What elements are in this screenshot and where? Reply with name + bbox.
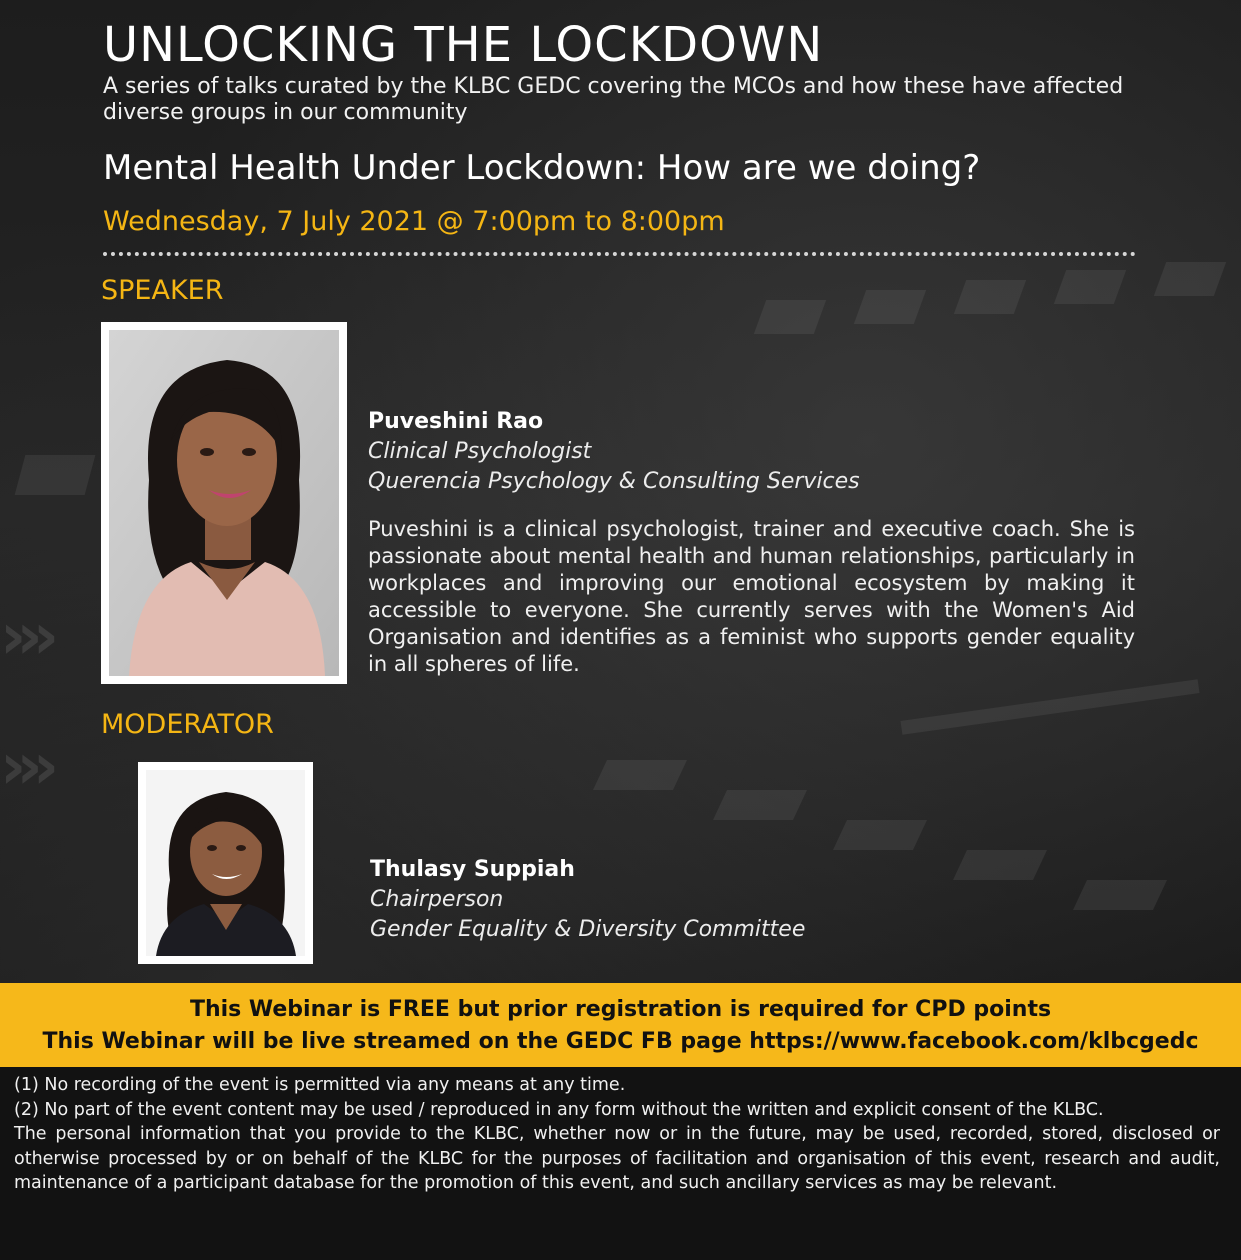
tread-mark <box>1154 262 1226 296</box>
moderator-role: Chairperson <box>370 887 504 912</box>
speaker-portrait <box>109 330 339 676</box>
speaker-organisation: Querencia Psychology & Consulting Services <box>368 469 860 494</box>
talk-title: Mental Health Under Lockdown: How are we doing? <box>103 148 981 188</box>
disclaimer-notes <box>14 1073 1220 1196</box>
moderator-portrait <box>146 770 305 956</box>
speaker-portrait-illustration <box>109 330 339 676</box>
tread-mark <box>1054 270 1126 304</box>
moderator-heading: MODERATOR <box>101 709 274 740</box>
tread-mark <box>713 790 807 820</box>
livestream-note: This Webinar will be live streamed on the GEDC FB page https://www.facebook.com/klbcgedc <box>42 1029 1199 1054</box>
moderator-portrait-illustration <box>146 770 305 956</box>
event-date: Wednesday, 7 July 2021 @ 7:00pm to 8:00pm <box>103 206 725 237</box>
tread-mark <box>754 300 826 334</box>
privacy-notice: The personal information that you provide to the KLBC, whether now or in the future, may be used, recorded, stored, disclosed or otherwise processed by or on behalf of the KLBC for the purposes of facilitation and organisation of this event, research and audit, maintenance of a participant database for the promotion of this event, and such ancillary services as may be relevant. <box>14 1124 1220 1193</box>
tread-mark <box>833 820 927 850</box>
disclaimer-footer <box>0 1067 1241 1260</box>
moderator-organisation: Gender Equality & Diversity Committee <box>370 917 806 942</box>
speaker-role: Clinical Psychologist <box>368 439 592 464</box>
tread-mark <box>15 455 96 495</box>
speaker-heading: SPEAKER <box>101 275 224 306</box>
disclaimer-recording: (1) No recording of the event is permitted via any means at any time. <box>14 1075 626 1095</box>
tread-mark <box>1073 880 1167 910</box>
series-title: UNLOCKING THE LOCKDOWN <box>103 17 824 73</box>
dotted-divider <box>103 252 1136 256</box>
registration-note: This Webinar is FREE but prior registration is required for CPD points <box>189 997 1052 1022</box>
moderator-name: Thulasy Suppiah <box>370 857 575 882</box>
tread-mark <box>954 280 1026 314</box>
disclaimer-reproduction: (2) No part of the event content may be used / reproduced in any form without the written and explicit consent of the KLBC. <box>14 1099 1104 1120</box>
series-subtitle: A series of talks curated by the KLBC GEDC covering the MCOs and how these have affected diverse groups in our community <box>103 74 1124 125</box>
speaker-photo <box>101 322 347 684</box>
chevron-tread-icon: ››› <box>0 600 50 674</box>
tread-mark <box>854 290 926 324</box>
speaker-name: Puveshini Rao <box>368 409 544 434</box>
registration-banner <box>0 983 1241 1067</box>
speaker-bio: Puveshini is a clinical psychologist, trainer and executive coach. She is passionate about mental health and human relationships, particularly in workplaces and improving our emotional ecosystem by making it accessible to everyone. She currently serves with the Women's Aid Organisation and identifies as a feminist who supports gender equality in all spheres of life. <box>368 517 1135 676</box>
tread-mark <box>593 760 687 790</box>
moderator-photo <box>138 762 313 964</box>
chevron-tread-icon: ››› <box>0 730 50 804</box>
tread-mark <box>953 850 1047 880</box>
tread-mark <box>900 679 1199 735</box>
